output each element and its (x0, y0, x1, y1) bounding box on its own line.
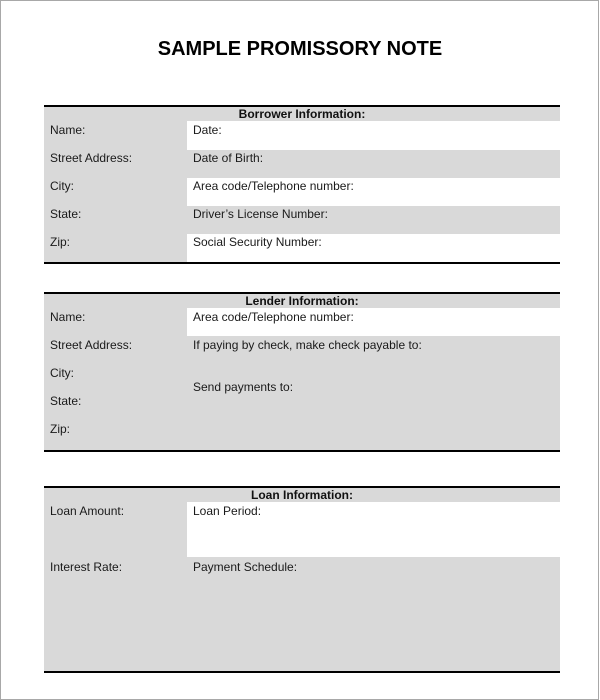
borrower-drivers-license-label: Driver’s License Number: (193, 207, 328, 221)
lender-city-label: City: (50, 366, 74, 380)
borrower-state-label: State: (50, 207, 82, 221)
lender-section-header: Lender Information: (245, 294, 359, 308)
lender-name-label: Name: (50, 310, 86, 324)
lender-zip-label: Zip: (50, 422, 71, 436)
borrower-zip-label: Zip: (50, 235, 71, 249)
interest-rate-label: Interest Rate: (50, 560, 123, 574)
lender-section (44, 292, 560, 452)
payment-schedule-label: Payment Schedule: (193, 560, 298, 574)
loan-section (44, 486, 560, 673)
borrower-ssn-label: Social Security Number: (193, 235, 322, 249)
loan-section-header: Loan Information: (251, 488, 353, 502)
loan-period-label: Loan Period: (193, 504, 262, 518)
borrower-date-label: Date: (193, 123, 222, 137)
borrower-street-address-label: Street Address: (50, 151, 133, 165)
lender-check-payable-label: If paying by check, make check payable to: (193, 338, 422, 352)
borrower-city-label: City: (50, 179, 74, 193)
loan-amount-label: Loan Amount: (50, 504, 125, 518)
borrower-phone-label: Area code/Telephone number: (193, 179, 354, 193)
lender-state-label: State: (50, 394, 82, 408)
lender-phone-label: Area code/Telephone number: (193, 310, 354, 324)
borrower-date-of-birth-label: Date of Birth: (193, 151, 264, 165)
document-title: SAMPLE PROMISSORY NOTE (157, 38, 443, 60)
lender-street-address-label: Street Address: (50, 338, 133, 352)
borrower-section (44, 105, 560, 264)
lender-send-payments-label: Send payments to: (193, 380, 294, 394)
borrower-name-label: Name: (50, 123, 86, 137)
borrower-section-header: Borrower Information: (238, 107, 366, 121)
borrower-date-field[interactable] (187, 121, 560, 150)
